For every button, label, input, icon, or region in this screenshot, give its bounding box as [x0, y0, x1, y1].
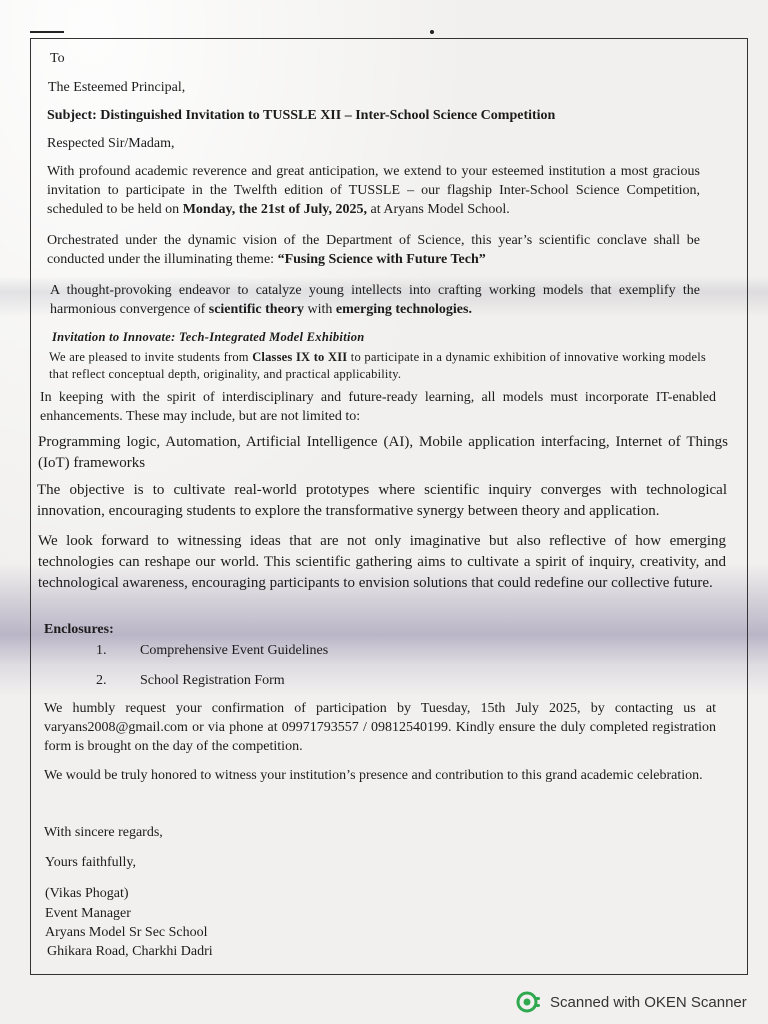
signatory-name: (Vikas Phogat)	[45, 886, 129, 901]
salutation: Respected Sir/Madam,	[47, 136, 175, 151]
signatory-address: Ghikara Road, Charkhi Dadri	[47, 944, 213, 959]
section-heading: Invitation to Innovate: Tech-Integrated Model Exhibition	[52, 330, 365, 344]
scientific-theory: scientific theory	[208, 302, 304, 317]
oken-scanner-logo-icon	[516, 991, 542, 1013]
scanner-text: Scanned with OKEN Scanner	[550, 993, 747, 1011]
recipient: The Esteemed Principal,	[48, 80, 186, 95]
top-rule	[30, 31, 64, 33]
paragraph-invitation	[47, 162, 700, 219]
para3-join: with	[304, 302, 336, 317]
ink-dot	[430, 30, 434, 34]
enclosures-heading: Enclosures:	[44, 622, 114, 637]
paragraph-tech-list: Programming logic, Automation, Artificial Intelligence (AI), Mobile application interfacing, Internet of Things (IoT) frameworks	[38, 434, 728, 471]
enclosure-item: School Registration Form	[140, 673, 285, 688]
paragraph-confirmation: We humbly request your confirmation of participation by Tuesday, 15th July 2025, by contacting us at varyans2008@gmail.com or via phone at 09971793557 / 09812540199. Kindly ensure the duly completed registration form is brought on the day of the competition.	[44, 701, 716, 754]
para2-text: Orchestrated under the dynamic vision of the Department of Science, this year’s scientific conclave shall be conducted under the illuminating theme:	[47, 233, 700, 267]
closing-regards: With sincere regards,	[44, 825, 163, 840]
scanner-watermark	[516, 990, 747, 1014]
paragraph-outlook: We look forward to witnessing ideas that are not only imaginative but also reflective of how emerging technologies can reshape our world. This scientific gathering aims to cultivate a spirit of inquiry, creativity, and technological awareness, encouraging participants to envision solutions that could redefine our collective future.	[38, 533, 726, 591]
para4-text: We are pleased to invite students from	[49, 350, 253, 364]
enclosure-number: 2.	[96, 673, 107, 688]
paragraph-theme	[47, 231, 700, 269]
eligible-classes: Classes IX to XII	[252, 350, 348, 364]
subject-line: Subject: Distinguished Invitation to TUSSLE XII – Inter-School Science Competition	[47, 108, 556, 123]
para1-venue: at Aryans Model School.	[367, 202, 510, 217]
enclosure-number: 1.	[96, 643, 107, 658]
paragraph-requirements: In keeping with the spirit of interdisciplinary and future-ready learning, all models must incorporate IT-enabled enhancements. These may include, but are not limited to:	[40, 390, 716, 424]
to-line: To	[50, 51, 65, 66]
signatory-title: Event Manager	[45, 906, 131, 921]
enclosure-item: Comprehensive Event Guidelines	[140, 643, 329, 658]
signatory-school: Aryans Model Sr Sec School	[45, 925, 208, 940]
paragraph-endeavor	[50, 281, 700, 319]
para1-text: With profound academic reverence and great anticipation, we extend to your esteemed institution a most gracious invitation to participate in the Twelfth edition of TUSSLE – our flagship Inter-School Science Competition, scheduled to be held on	[47, 164, 700, 217]
event-date: Monday, the 21st of July, 2025,	[182, 202, 368, 217]
paragraph-classes	[49, 349, 706, 383]
para3-text: A thought-provoking endeavor to catalyze young intellects into crafting working models that exemplify the harmonious convergence of	[50, 283, 700, 317]
emerging-technologies: emerging technologies.	[335, 302, 472, 317]
paragraph-honor: We would be truly honored to witness your institution’s presence and contribution to this grand academic celebration.	[44, 768, 703, 783]
closing-faithfully: Yours faithfully,	[45, 855, 137, 870]
theme-title: “Fusing Science with Future Tech”	[277, 252, 486, 267]
para4-rest: to participate in a dynamic exhibition of innovative working models that reflect conceptual depth, originality, and practical applicability.	[49, 350, 706, 381]
paragraph-objective: The objective is to cultivate real-world prototypes where scientific inquiry converges with technological innovation, encouraging students to explore the transformative synergy between theory and application.	[37, 482, 727, 519]
